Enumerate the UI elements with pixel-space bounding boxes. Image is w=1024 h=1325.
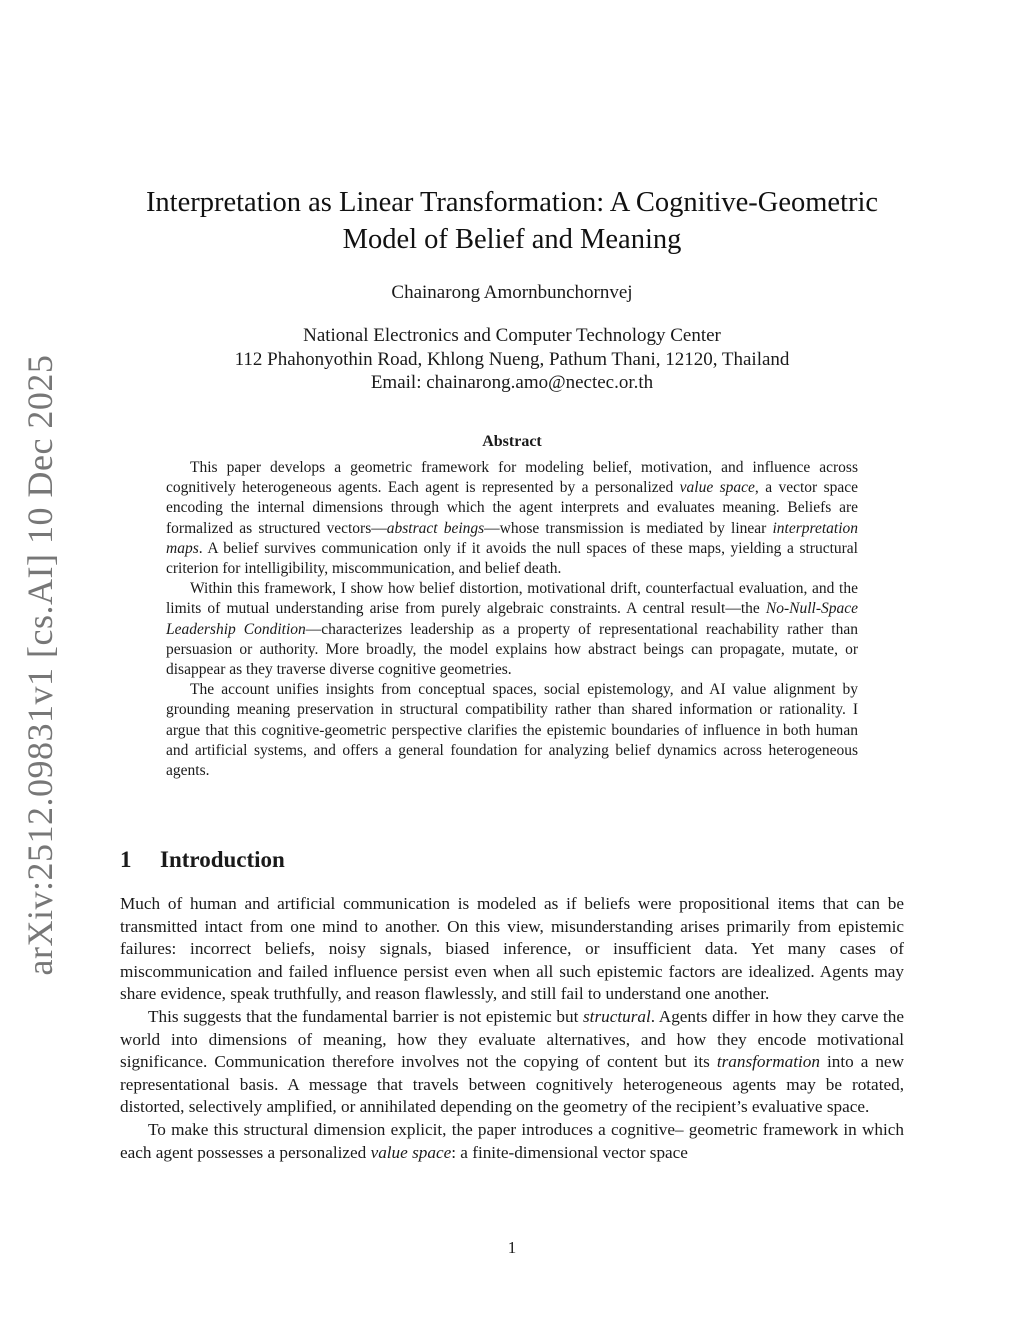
- paper-title: [120, 184, 904, 258]
- abstract-paragraph-1: This paper develops a geometric framework for modeling belief, motivation, and influence across cognitively heterogeneous agents. Each agent is represented by a personalized value space, a vector space encoding the internal dimensions through which the agent interprets and evaluates meaning. Beliefs are formalized as structured vectors—abstract beings—whose transmission is mediated by linear interpretation maps. A belief survives communication only if it avoids the null spaces of these maps, yielding a structural criterion for intelligibility, miscommunication, and belief death.: [166, 459, 859, 578]
- section-title: Introduction: [160, 847, 285, 872]
- affiliation-email: Email: chainarong.amo@nectec.or.th: [370, 372, 654, 393]
- page-number: 1: [507, 1238, 517, 1257]
- body-paragraph-2: This suggests that the fundamental barrier is not epistemic but structural. Agents differ in how they carve the world into dimensions of meaning, how they evaluate alternatives, and how they encode motivational significance. Communication therefore involves not the copying of content but its transformation into a new representational basis. A message that travels between cognitively heterogeneous agents may be rotated, distorted, selectively amplified, or annihilated depending on the geometry of the recipient’s evaluative space.: [120, 1006, 904, 1117]
- section-heading-introduction: [120, 847, 285, 873]
- arxiv-id-text: arXiv:2512.09831v1 [cs.AI] 10 Dec 2025: [20, 354, 60, 976]
- body-paragraph-3: To make this structural dimension explicit, the paper introduces a cognitive– geometric framework in which each agent possesses a personalized value space: a finite-dimensional vector space: [120, 1119, 904, 1162]
- author-affiliation: [120, 324, 904, 395]
- abstract-heading: Abstract: [482, 433, 542, 450]
- abstract-paragraph-3: The account unifies insights from conceptual spaces, social epistemology, and AI value alignment by grounding meaning preservation in structural compatibility rather than shared information or rationality. I argue that this cognitive-geometric perspective clarifies the epistemic boundaries of influence in both human and artificial systems, and offers a general foundation for analyzing belief dynamics across heterogeneous agents.: [166, 681, 858, 780]
- abstract-body: [166, 458, 858, 781]
- abstract-paragraph-2: Within this framework, I show how belief distortion, motivational drift, counterfactual evaluation, and the limits of mutual understanding arise from purely algebraic constraints. A central result—the No-Null-Space Leadership Condition—characterizes leadership as a property of representational reachability rather than persuasion or authority. More broadly, the model explains how abstract beings can propagate, mutate, or disappear as they traverse diverse cognitive geometries.: [166, 580, 858, 679]
- affiliation-org: National Electronics and Computer Technology Center: [303, 325, 721, 346]
- affiliation-address: 112 Phahonyothin Road, Khlong Nueng, Pathum Thani, 12120, Thailand: [234, 348, 790, 370]
- author-name: Chainarong Amornbunchornvej: [391, 282, 633, 303]
- introduction-body: [120, 893, 904, 1164]
- body-paragraph-1: Much of human and artificial communication is modeled as if beliefs were propositional items that can be transmitted intact from one mind to another. On this view, misunderstanding arises primarily from epistemic failures: incorrect beliefs, noisy signals, biased inference, or insufficient data. Yet many cases of miscommunication and failed influence persist even when all such epistemic factors are idealized. Agents may share evidence, speak truthfully, and reason flawlessly, and still fail to understand one another.: [120, 894, 904, 1004]
- section-number: 1: [120, 847, 132, 872]
- title-line-2: Model of Belief and Meaning: [342, 224, 682, 255]
- title-line-1: Interpretation as Linear Transformation: A Cognitive-Geometric: [145, 187, 879, 218]
